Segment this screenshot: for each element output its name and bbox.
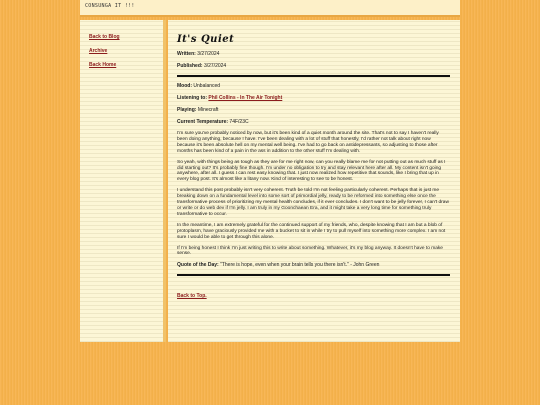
site-title: CONSUNGA IT !!! <box>85 3 135 9</box>
post-paragraph: I understand this post probably isn't very coherent. Truth be told I'm not feeling particularly coherent. Perhaps that is just me breaking down on a fundamental level into some sort of primordial jelly, ready to be reformed into something else once the transformative process of prioritizing my mental health concludes, if it ever concludes. I don't want to be jelly forever, I can't draw or write or do web dev if I'm jelly. I am truly in my Goonchaean Era, and it might take a very long time for something truly transformative to occur. <box>177 188 449 217</box>
quote-text: "There is hope, even when your brain tells you there isn't." - John Green <box>220 262 380 269</box>
divider <box>177 274 450 276</box>
temperature-row <box>177 119 450 125</box>
sidebar <box>80 20 166 342</box>
published-label: Published: <box>177 63 203 69</box>
post-paragraph: In the meantime, I am extremely grateful for the continued support of my friends, who, despite knowing that I am but a blob of protoplasm, have graciously provided me with a bucket to sit in while I try to pull myself into something more complex. I am not sure I would be able to get through this alone. <box>177 222 446 240</box>
written-date-row <box>177 51 450 57</box>
top-header-bar <box>80 0 460 17</box>
listening-row <box>177 95 450 101</box>
temperature-value: 74F/23C <box>229 119 249 125</box>
back-home-link[interactable]: Back Home <box>89 62 117 68</box>
listening-label: Listening to: <box>177 95 207 101</box>
temperature-label: Current Temperature: <box>177 119 229 125</box>
back-to-blog-link[interactable]: Back to Blog <box>89 34 120 40</box>
mood-label: Mood: <box>177 83 192 89</box>
playing-row <box>177 107 450 113</box>
back-to-top-link[interactable]: Back to Top. <box>177 293 207 300</box>
published-date-row <box>177 63 450 69</box>
playing-label: Playing: <box>177 107 197 113</box>
main-content-panel <box>168 20 460 342</box>
quote-of-the-day <box>177 262 450 268</box>
sidebar-nav <box>89 34 120 76</box>
written-date: 3/27/2024 <box>197 51 220 57</box>
post-title: It's Quiet <box>177 34 235 45</box>
playing-value: Minecraft <box>197 107 219 113</box>
written-label: Written: <box>177 51 196 57</box>
blog-post <box>177 34 450 301</box>
post-paragraph: So yeah, with things being as tough as they are for me right now, can you really blame me for not putting out as much stuff as I did starting out? It's probably fine though. I'm under no obligation to try and stay relevant here after all. My content isn't going anywhere, after all. I guess I can rest easy knowing that. I just now realized how repetitive that sounds, like I bring that up in every blog post. It's almost like a litany now. Kind of interesting to see to be honest. <box>177 159 446 183</box>
listening-song-link[interactable]: Phil Collins - In The Air Tonight <box>208 95 283 101</box>
post-paragraph: If I'm being honest I think I'm just writing this to write about something. Whatever, it's my blog anyway. It doesn't have to make sense. <box>177 245 443 257</box>
published-date: 3/27/2024 <box>203 63 227 69</box>
post-paragraph: I'm sure you've probably noticed by now, but it's been kind of a quiet month around the site. That's not to say I haven't really been doing anything, because I have. I've been dealing with a lot of stuff that honestly, I'd rather not talk about right now because it's been absolute hell on my mental well being. I've had to go back on antidepressants, so adjusting to those after months has been kind of a pain in the ass in addition to the other stuff I'm dealing with. <box>177 131 439 154</box>
mood-value: Unbalanced <box>193 83 221 89</box>
archive-link[interactable]: Archive <box>89 48 108 54</box>
quote-label: Quote of the Day: <box>177 262 219 269</box>
divider <box>177 75 450 77</box>
mood-row <box>177 83 450 89</box>
